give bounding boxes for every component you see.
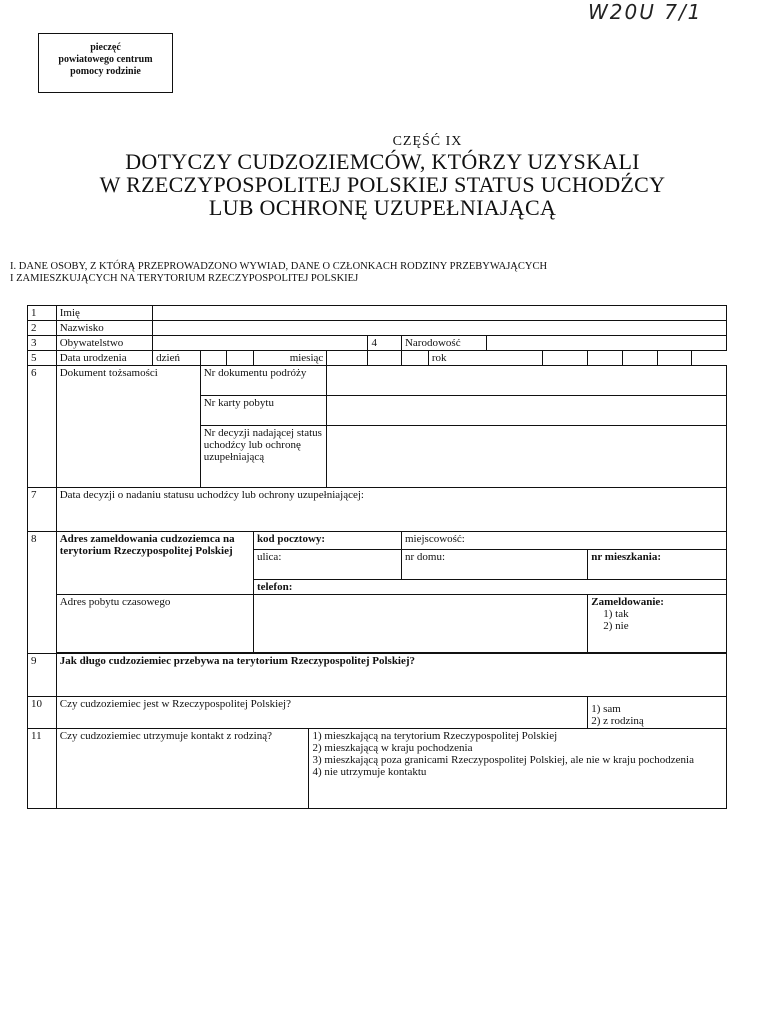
handwritten-reference: W20U 7/1	[588, 0, 703, 24]
spacer-cell	[401, 351, 428, 366]
title-line: LUB OCHRONĘ UZUPEŁNIAJĄCĄ	[208, 195, 557, 220]
field-label: Obywatelstwo	[56, 336, 152, 351]
sub-label: Nr karty pobytu	[200, 396, 327, 426]
registration-options	[588, 595, 727, 653]
stamp-line: pomocy rodzinie	[70, 66, 141, 77]
option-yes[interactable]: 1) tak	[603, 608, 629, 620]
travel-document-field[interactable]	[327, 366, 727, 396]
section-heading-line: I. DANE OSOBY, Z KTÓRĄ PRZEPROWADZONO WYWIAD, DANE O CZŁONKACH RODZINY PRZEBYWAJĄCYCH	[10, 261, 548, 272]
month-digit-field[interactable]	[368, 351, 402, 366]
contact-option[interactable]: 3) mieszkającą poza granicami Rzeczypospolitej Polskiej, ale nie w kraju pochodzenia	[312, 754, 694, 766]
row-number: 11	[28, 729, 57, 809]
day-digit-field[interactable]	[227, 351, 254, 366]
decision-date-field[interactable]: Data decyzji o nadaniu statusu uchodźcy lub ochrony uzupełniającej:	[56, 488, 726, 532]
row-number: 1	[28, 306, 57, 321]
field-label: Imię	[56, 306, 152, 321]
row-number: 8	[28, 532, 57, 654]
month-digit-field[interactable]	[327, 351, 368, 366]
day-digit-field[interactable]	[200, 351, 227, 366]
contact-option[interactable]: 4) nie utrzymuje kontaktu	[312, 766, 427, 778]
field-label: Data urodzenia	[56, 351, 152, 366]
row-number: 2	[28, 321, 57, 336]
row-number: 6	[28, 366, 57, 488]
last-name-field[interactable]	[153, 321, 727, 336]
stamp-box	[38, 33, 173, 93]
registration-label: Zameldowanie:	[591, 596, 664, 608]
phone-field[interactable]: telefon:	[253, 580, 726, 595]
option-alone[interactable]: 1) sam	[591, 703, 621, 715]
row-number: 9	[28, 654, 57, 697]
sub-label: Nr decyzji nadającej status uchodźcy lub ochronę uzupełniającą	[200, 426, 327, 488]
day-label: dzień	[153, 351, 201, 366]
contact-option[interactable]: 2) mieszkającą w kraju pochodzenia	[312, 742, 473, 754]
field-label: Dokument tożsamości	[56, 366, 200, 488]
month-label: miesiąc	[253, 351, 326, 366]
first-name-field[interactable]	[153, 306, 727, 321]
year-digit-field[interactable]	[543, 351, 588, 366]
title-line: W RZECZYPOSPOLITEJ POLSKIEJ STATUS UCHODŹCY	[99, 172, 666, 197]
contact-options	[309, 729, 727, 809]
section-heading-line: I ZAMIESZKUJĄCYCH NA TERYTORIUM RZECZYPOSPOLITEJ POLSKIEJ	[10, 273, 359, 284]
stamp-line: pieczęć	[90, 42, 121, 53]
title-area	[30, 134, 735, 219]
interview-form-table	[27, 305, 727, 809]
postal-code-field[interactable]: kod pocztowy:	[253, 532, 401, 550]
street-field[interactable]: ulica:	[253, 550, 401, 580]
field-label: Adres pobytu czasowego	[56, 595, 253, 653]
field-label: Czy cudzoziemiec utrzymuje kontakt z rodziną?	[56, 729, 309, 809]
row-number: 7	[28, 488, 57, 532]
sub-label: Nr dokumentu podróży	[200, 366, 327, 396]
field-label: Adres zameldowania cudzoziemca na terytorium Rzeczypospolitej Polskiej	[56, 532, 253, 595]
citizenship-field[interactable]	[153, 336, 368, 351]
title-line: DOTYCZY CUDZOZIEMCÓW, KTÓRZY UZYSKALI	[125, 149, 640, 174]
year-digit-field[interactable]	[622, 351, 657, 366]
stamp-line: powiatowego centrum	[58, 54, 153, 65]
decision-number-field[interactable]	[327, 426, 727, 488]
alone-options	[588, 697, 727, 729]
flat-number-field[interactable]: nr mieszkania:	[588, 550, 727, 580]
residence-card-field[interactable]	[327, 396, 727, 426]
year-label: rok	[428, 351, 542, 366]
section-heading	[10, 261, 730, 285]
field-label: Nazwisko	[56, 321, 152, 336]
year-digit-field[interactable]	[657, 351, 692, 366]
row-number: 4	[368, 336, 402, 351]
row-number: 3	[28, 336, 57, 351]
row-number: 5	[28, 351, 57, 366]
contact-option[interactable]: 1) mieszkającą na terytorium Rzeczypospolitej Polskiej	[312, 730, 558, 742]
house-number-field[interactable]: nr domu:	[401, 550, 587, 580]
city-field[interactable]: miejscowość:	[401, 532, 726, 550]
field-label: Narodowość	[401, 336, 486, 351]
nationality-field[interactable]	[487, 336, 727, 351]
year-digit-field[interactable]	[588, 351, 623, 366]
part-label: CZĘŚĆ IX	[392, 134, 463, 149]
option-no[interactable]: 2) nie	[603, 620, 629, 632]
field-label: Czy cudzoziemiec jest w Rzeczypospolitej Polskiej?	[56, 697, 588, 729]
row-number: 10	[28, 697, 57, 729]
temporary-address-field[interactable]	[253, 595, 587, 653]
stay-duration-field[interactable]: Jak długo cudzoziemiec przebywa na terytorium Rzeczypospolitej Polskiej?	[56, 654, 726, 697]
option-with-family[interactable]: 2) z rodziną	[591, 715, 644, 727]
